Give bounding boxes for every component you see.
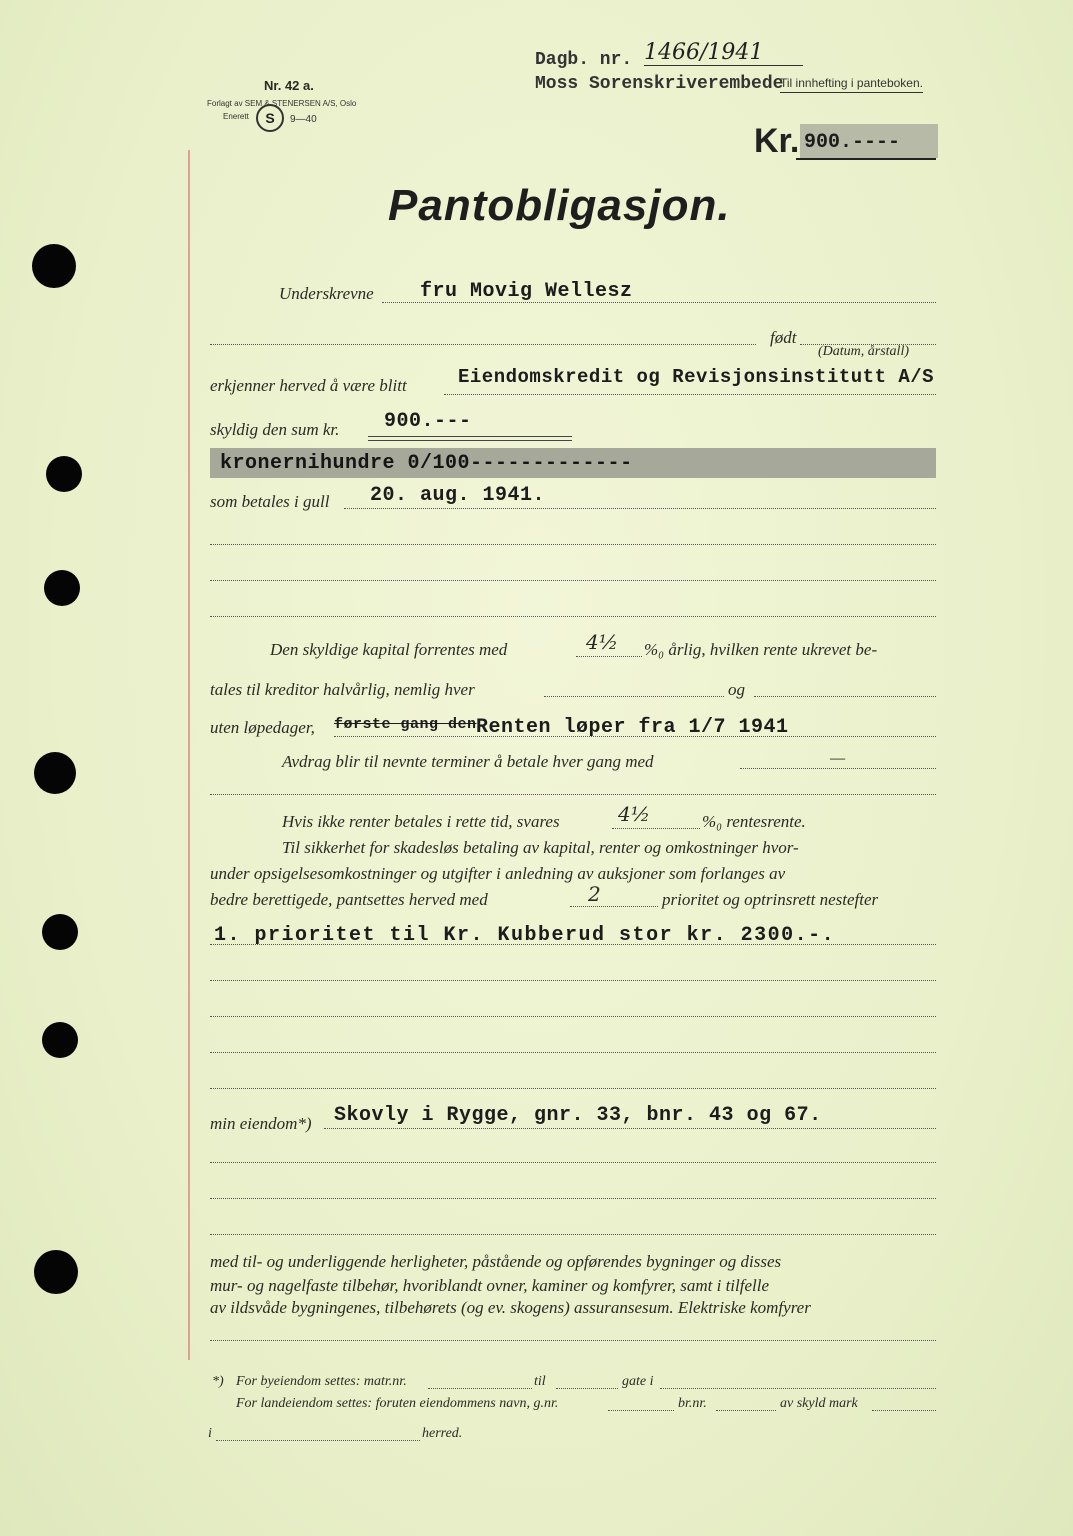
margin-line xyxy=(188,150,190,1360)
priority-value[interactable]: 1. prioritet til Kr. Kubberud stor kr. 2300.-. xyxy=(214,924,836,947)
footnote-b3: av skyld mark xyxy=(780,1396,858,1411)
dotted-line xyxy=(210,1234,936,1235)
dotted-line xyxy=(210,344,756,345)
footnote-b1: For landeiendom settes: foruten eiendommens navn, g.nr. xyxy=(236,1396,559,1411)
dotted-line xyxy=(210,980,936,981)
binder-hole xyxy=(34,752,76,794)
dotted-line xyxy=(740,768,936,769)
sum-underline xyxy=(368,436,572,437)
exclusive-label: Enerett xyxy=(223,112,249,121)
amount-label: Kr. xyxy=(754,122,800,160)
interest-line1-a: Den skyldige kapital forrentes med xyxy=(270,640,508,659)
publisher-line: Forlagt av SEM & STENERSEN A/S, Oslo xyxy=(207,99,357,108)
dotted-line xyxy=(210,616,936,617)
born-hint: (Datum, årstall) xyxy=(818,344,909,359)
dotted-line xyxy=(754,696,936,697)
stamp-note: Til innhefting i panteboken. xyxy=(780,76,923,93)
sum-underline-2 xyxy=(368,440,572,441)
dotted-line xyxy=(210,1198,936,1199)
default-line1-b: %₀ rentesrente. xyxy=(702,812,806,831)
closing-line2: mur- og nagelfaste tilbehør, hvoriblandt ovner, kaminer og komfyrer, samt i tilfelle xyxy=(210,1276,770,1295)
footnote-a3: gate i xyxy=(622,1374,654,1389)
page-title: Pantobligasjon. xyxy=(388,181,731,230)
dotted-line xyxy=(716,1410,776,1411)
dotted-line xyxy=(544,696,724,697)
interest-line3-a: uten løpedager, xyxy=(210,718,315,737)
dotted-line xyxy=(210,580,936,581)
undersigned-value[interactable]: fru Movig Wellesz xyxy=(420,280,633,303)
default-line2: Til sikkerhet for skadesløs betaling av kapital, renter og omkostninger hvor- xyxy=(282,838,799,857)
dotted-line xyxy=(608,1410,674,1411)
amount-value: 900.---- xyxy=(800,124,938,158)
dotted-line xyxy=(660,1388,936,1389)
amount-underline xyxy=(796,158,936,160)
binder-hole xyxy=(44,570,80,606)
footnote-c1: i xyxy=(208,1426,212,1441)
stamp-dagb-value: 1466/1941 xyxy=(644,40,803,66)
default-line3: under opsigelsesomkostninger og utgifter i anledning av auksjoner som forlanges av xyxy=(210,864,786,883)
dotted-line xyxy=(324,1128,936,1129)
binder-hole xyxy=(34,1250,78,1294)
form-number: Nr. 42 a. xyxy=(264,78,314,93)
default-line4-a: bedre berettigede, pantsettes herved med xyxy=(210,890,488,909)
footnote-star: *) xyxy=(212,1374,224,1389)
footnote-c2: herred. xyxy=(422,1426,463,1441)
priority-number[interactable]: 2 xyxy=(588,882,601,906)
pay-value[interactable]: 20. aug. 1941. xyxy=(370,484,546,507)
interest-line3-struck: første gang den xyxy=(334,716,477,733)
dotted-line xyxy=(210,944,936,945)
words-value[interactable]: kronernihundre 0/100------------- xyxy=(220,452,633,475)
default-line1-a: Hvis ikke renter betales i rette tid, svares xyxy=(282,812,560,831)
property-value[interactable]: Skovly i Rygge, gnr. 33, bnr. 43 og 67. xyxy=(334,1104,822,1127)
creditor-label: erkjenner herved å være blitt xyxy=(210,376,407,395)
default-rate[interactable]: 4½ xyxy=(618,802,651,826)
interest-line2-b: og xyxy=(728,680,745,699)
interest-line4-dash: — xyxy=(830,748,846,767)
publisher-logo: S xyxy=(256,104,284,132)
dotted-line xyxy=(612,828,700,829)
interest-rate[interactable]: 4½ xyxy=(586,630,619,654)
footnote-a1: For byeiendom settes: matr.nr. xyxy=(236,1374,407,1389)
dotted-line xyxy=(344,508,936,509)
binder-hole xyxy=(46,456,82,492)
dotted-line xyxy=(210,544,936,545)
dotted-line xyxy=(428,1388,532,1389)
interest-line2-a: tales til kreditor halvårlig, nemlig hver xyxy=(210,680,475,699)
pay-label: som betales i gull xyxy=(210,492,330,511)
default-line4-b: prioritet og optrinsrett nestefter xyxy=(662,890,879,909)
property-label: min eiendom*) xyxy=(210,1114,312,1133)
dotted-line xyxy=(210,1016,936,1017)
dotted-line xyxy=(210,1052,936,1053)
dotted-line xyxy=(444,394,936,395)
dotted-line xyxy=(872,1410,936,1411)
interest-line4: Avdrag blir til nevnte terminer å betale hver gang med xyxy=(282,752,654,771)
dotted-line xyxy=(210,794,936,795)
footnote-a2: til xyxy=(534,1374,546,1389)
dotted-line xyxy=(216,1440,420,1441)
dotted-line xyxy=(570,906,658,907)
binder-hole xyxy=(42,914,78,950)
dotted-line xyxy=(576,656,642,657)
closing-line3: av ildsvåde bygningenes, tilbehørets (og ev. skogens) assuransesum. Elektriske komfyrer xyxy=(210,1298,811,1317)
stamp-dagb-label: Dagb. nr. xyxy=(535,50,633,70)
dotted-line xyxy=(556,1388,618,1389)
dotted-line xyxy=(334,736,936,737)
creditor-value[interactable]: Eiendomskredit og Revisjonsinstitutt A/S xyxy=(458,366,935,388)
dotted-line xyxy=(210,1340,936,1341)
born-label: født xyxy=(770,328,797,347)
closing-line1: med til- og underliggende herligheter, påstående og opførendes bygninger og disses xyxy=(210,1252,782,1271)
edition-label: 9—40 xyxy=(290,114,317,125)
sum-value[interactable]: 900.--- xyxy=(384,410,472,433)
undersigned-label: Underskrevne xyxy=(279,284,374,303)
binder-hole xyxy=(32,244,76,288)
binder-hole xyxy=(42,1022,78,1058)
dotted-line xyxy=(210,1162,936,1163)
sum-label: skyldig den sum kr. xyxy=(210,420,340,439)
stamp-office: Moss Sorenskriverembede xyxy=(535,74,784,94)
interest-line1-b: %₀ årlig, hvilken rente ukrevet be- xyxy=(644,640,878,659)
interest-line3-value[interactable]: Renten løper fra 1/7 1941 xyxy=(476,716,789,739)
footnote-b2: br.nr. xyxy=(678,1396,707,1411)
dotted-line xyxy=(210,1088,936,1089)
